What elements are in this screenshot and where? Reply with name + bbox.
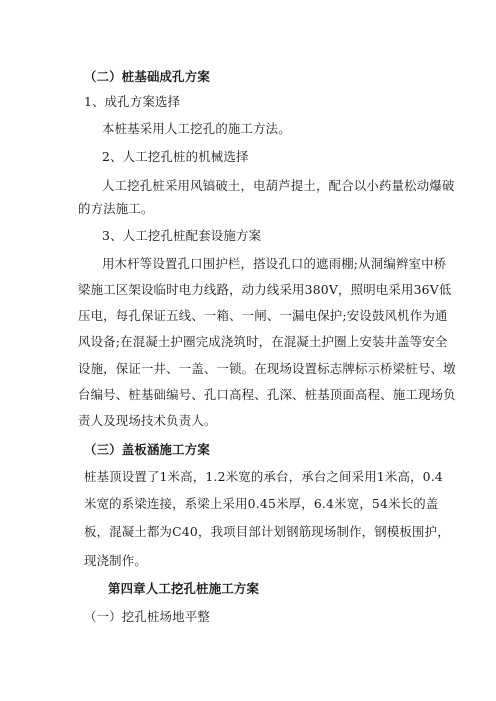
- paragraph-facilities-line-5: 设施，保证一井、一盖、一锁。在现场设置标志牌标示桥梁桩号、墩: [78, 361, 456, 376]
- paragraph-machinery-line-2: 的方法施工。: [78, 201, 154, 216]
- paragraph-culvert-line-1: 桩基顶设置了1米高，1.2米宽的承台，承台之间采用1米高，0.4: [84, 469, 443, 484]
- paragraph-method: 本桩基采用人工挖孔的施工方法。: [102, 121, 291, 136]
- subsection-site-leveling: （一）挖孔桩场地平整: [84, 609, 210, 624]
- paragraph-facilities-line-2: 梁施工区架设临时电力线路，动力线采用380V，照明电采用36V低: [78, 282, 452, 297]
- chapter-heading-4: 第四章人工挖孔桩施工方案: [108, 581, 260, 596]
- paragraph-facilities-line-6: 台编号、桩基础编号、孔口高程、孔深、桩基顶面高程、施工现场负: [78, 387, 456, 402]
- paragraph-culvert-line-3: 板，混凝土都为C40，我项目部计划钢筋现场制作，钢模板围护，: [84, 524, 450, 539]
- paragraph-facilities-line-4: 风设备;在混凝土护圈完成浇筑时，在混凝土护圈上安装井盖等安全: [78, 334, 448, 349]
- item-hole-plan-selection: 1、成孔方案选择: [84, 94, 181, 109]
- item-machinery-selection: 2、人工挖孔桩的机械选择: [102, 149, 249, 164]
- paragraph-culvert-line-4: 现浇制作。: [84, 553, 147, 568]
- item-facilities-plan: 3、人工挖孔桩配套设施方案: [102, 228, 262, 243]
- paragraph-facilities-line-7: 责人及现场技术负责人。: [78, 413, 217, 428]
- paragraph-machinery-line-1: 人工挖孔桩采用风镐破土，电葫芦提土，配合以小药量松动爆破: [102, 178, 455, 193]
- section-heading-cover-culvert: （三）盖板涵施工方案: [84, 442, 210, 457]
- paragraph-facilities-line-3: 压电，每孔保证五线、一箱、一闸、一漏电保护;安设鼓风机作为通: [78, 308, 448, 323]
- paragraph-facilities-line-1: 用木杆等设置孔口围护栏，搭设孔口的遮雨棚;从洞编辫室中桥: [102, 256, 447, 271]
- paragraph-culvert-line-2: 米宽的系梁连接，系梁上采用0.45米厚，6.4米宽，54米长的盖: [84, 496, 439, 511]
- section-heading-pile-hole-plan: （二）桩基础成孔方案: [84, 69, 210, 84]
